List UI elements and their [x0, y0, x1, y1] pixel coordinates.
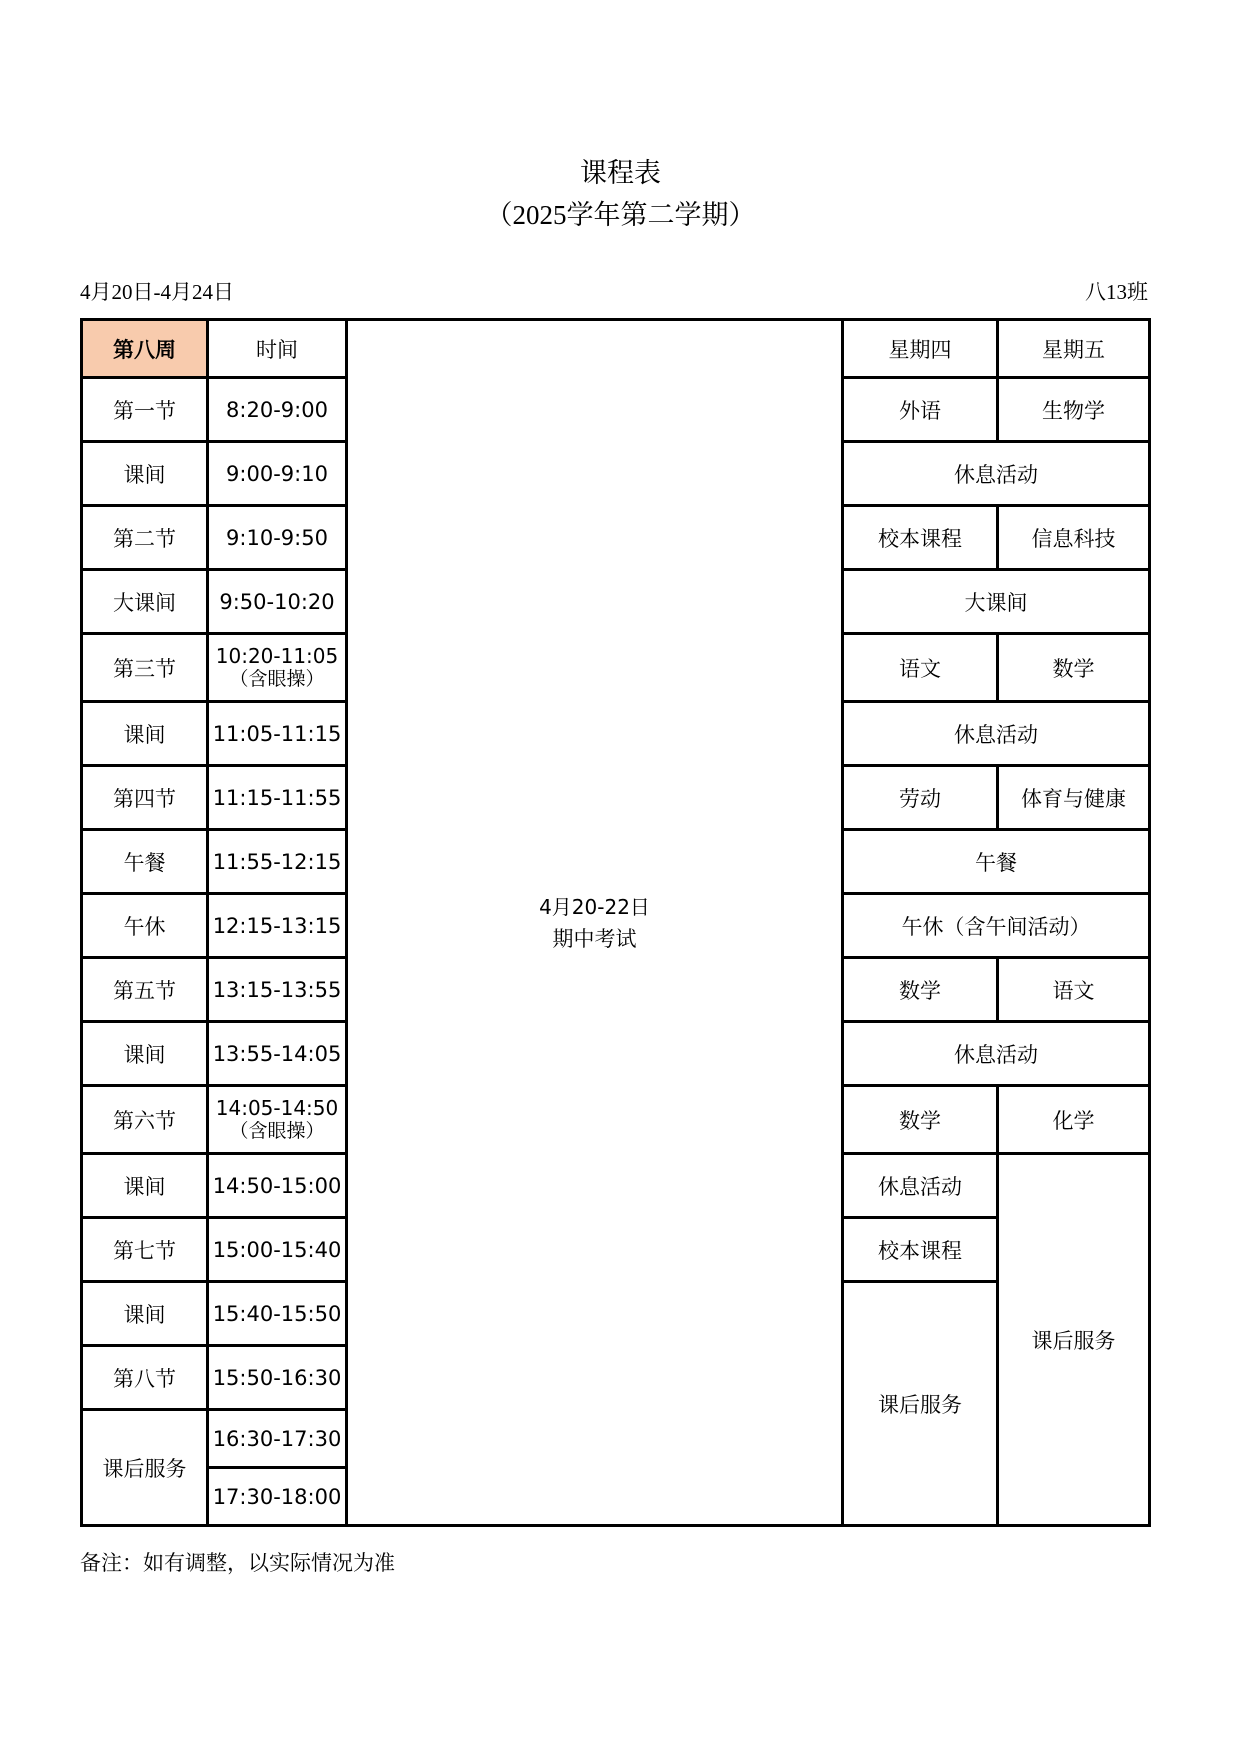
time-value: 14:05-14:50: [215, 1095, 339, 1120]
thursday-header-cell: 星期四: [843, 320, 998, 378]
merged-activity-cell: 午休（含午间活动）: [843, 894, 1150, 958]
period-cell: 课间: [82, 1282, 208, 1346]
period-cell: 午休: [82, 894, 208, 958]
time-cell: 14:50-15:00: [208, 1154, 347, 1218]
week-header-cell: 第八周: [82, 320, 208, 378]
period-cell: 第四节: [82, 766, 208, 830]
period-cell: 课间: [82, 442, 208, 506]
merged-activity-cell: 休息活动: [843, 442, 1150, 506]
subject-friday-cell: 生物学: [998, 378, 1150, 442]
meta-row: [80, 276, 1148, 306]
time-value: 10:20-11:05: [215, 643, 339, 668]
time-cell: 17:30-18:00: [208, 1468, 347, 1526]
time-cell: 11:05-11:15: [208, 702, 347, 766]
date-range: 4月20日-4月24日: [80, 280, 234, 304]
period-cell: 第七节: [82, 1218, 208, 1282]
time-header-cell: 时间: [208, 320, 347, 378]
merged-activity-cell: 休息活动: [843, 702, 1150, 766]
period-cell: 第二节: [82, 506, 208, 570]
period-cell: 午餐: [82, 830, 208, 894]
time-cell: 15:50-16:30: [208, 1346, 347, 1410]
time-cell: 13:15-13:55: [208, 958, 347, 1022]
subject-thursday-cell: 外语: [843, 378, 998, 442]
period-cell: 课间: [82, 1022, 208, 1086]
exam-label: 期中考试: [552, 926, 637, 951]
time-cell: 15:40-15:50: [208, 1282, 347, 1346]
document-header: [0, 0, 1241, 236]
time-cell: 8:20-9:00: [208, 378, 347, 442]
class-name: 八13班: [1085, 280, 1148, 304]
subject-friday-cell: 语文: [998, 958, 1150, 1022]
time-cell: 11:15-11:55: [208, 766, 347, 830]
merged-activity-cell: 大课间: [843, 570, 1150, 634]
subject-friday-cell: 信息科技: [998, 506, 1150, 570]
merged-activity-cell: 午餐: [843, 830, 1150, 894]
exam-cell: [347, 320, 843, 1526]
period-cell: 第一节: [82, 378, 208, 442]
period-cell: 第六节: [82, 1086, 208, 1154]
time-note: （含眼操）: [229, 668, 325, 690]
period-cell: 第八节: [82, 1346, 208, 1410]
period-cell: 课间: [82, 1154, 208, 1218]
subject-thursday-cell: 校本课程: [843, 506, 998, 570]
subject-friday-cell: 化学: [998, 1086, 1150, 1154]
time-cell: 13:55-14:05: [208, 1022, 347, 1086]
after-school-thursday-cell: 课后服务: [843, 1282, 998, 1526]
subject-thursday-cell: 数学: [843, 958, 998, 1022]
after-school-friday-cell: 课后服务: [998, 1154, 1150, 1526]
period-cell: 大课间: [82, 570, 208, 634]
period-cell: 第五节: [82, 958, 208, 1022]
subject-thursday-cell: 劳动: [843, 766, 998, 830]
time-cell: 9:10-9:50: [208, 506, 347, 570]
time-note: （含眼操）: [229, 1120, 325, 1142]
merged-activity-cell: 休息活动: [843, 1022, 1150, 1086]
period-cell: 课后服务: [82, 1410, 208, 1526]
subject-thursday-cell: 休息活动: [843, 1154, 998, 1218]
time-cell: [208, 634, 347, 702]
page-title: 课程表: [580, 158, 661, 188]
time-cell: [208, 1086, 347, 1154]
subject-thursday-cell: 校本课程: [843, 1218, 998, 1282]
page-subtitle: （2025学年第二学期）: [485, 200, 756, 230]
period-cell: 第三节: [82, 634, 208, 702]
time-cell: 9:50-10:20: [208, 570, 347, 634]
subject-thursday-cell: 语文: [843, 634, 998, 702]
time-cell: 11:55-12:15: [208, 830, 347, 894]
subject-friday-cell: 体育与健康: [998, 766, 1150, 830]
time-cell: 9:00-9:10: [208, 442, 347, 506]
subject-friday-cell: 数学: [998, 634, 1150, 702]
friday-header-cell: 星期五: [998, 320, 1150, 378]
schedule-table: [80, 318, 1151, 1527]
footer-note: 备注：如有调整，以实际情况为准: [80, 1551, 395, 1575]
subject-thursday-cell: 数学: [843, 1086, 998, 1154]
time-cell: 15:00-15:40: [208, 1218, 347, 1282]
exam-dates: 4月20-22日: [539, 894, 650, 919]
time-cell: 16:30-17:30: [208, 1410, 347, 1468]
time-cell: 12:15-13:15: [208, 894, 347, 958]
period-cell: 课间: [82, 702, 208, 766]
